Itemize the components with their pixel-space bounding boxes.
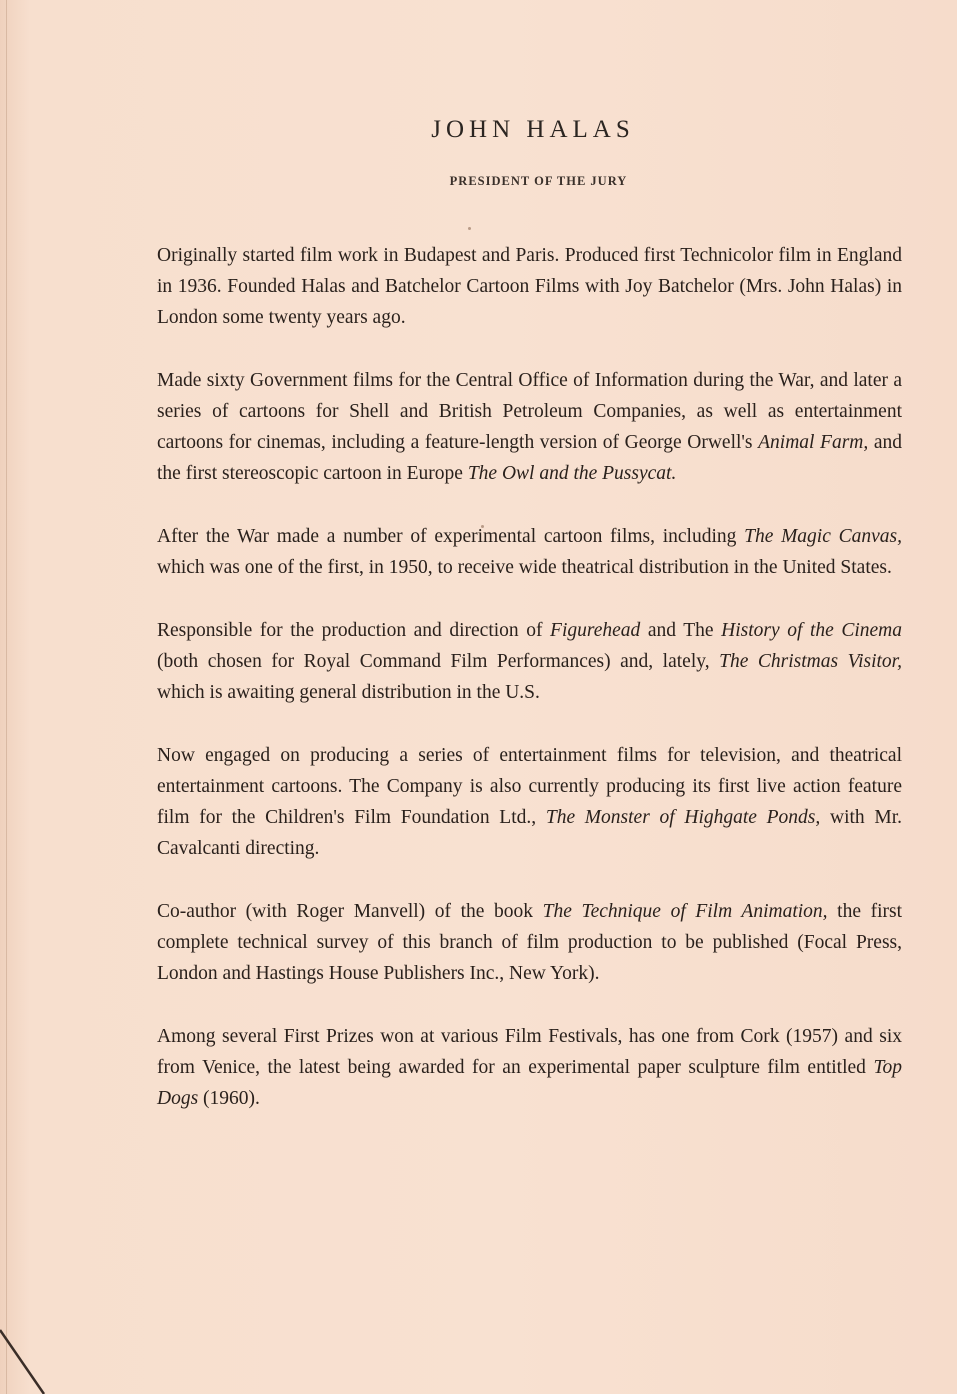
film-title: The Owl and the Pussycat. — [467, 463, 677, 484]
film-title: Top Dogs — [157, 1057, 902, 1109]
book-title: The Technique of Film Animation, — [542, 901, 828, 922]
paragraph-productions: Responsible for the production and direction of Figurehead and The History of the Cinema (both chosen for Royal Command Film Performances) and, lately, The Christmas Visitor, which is awaiting general distribution in the U.S. — [157, 620, 902, 703]
page-title: JOHN HALAS — [431, 116, 635, 143]
film-title: History of the Cinema — [721, 620, 902, 641]
folded-corner-mark — [0, 1300, 60, 1394]
speck-mark — [468, 227, 471, 230]
film-title: The Christmas Visitor, — [719, 651, 902, 672]
paragraph-early-career: Originally started film work in Budapest and Paris. Produced first Technicolor film in England in 1936. Founded Halas and Batchelor Cartoon Films with Joy Batchelor (Mrs. John Halas) in London some twenty years ago. — [157, 245, 902, 328]
paragraph-experimental-films: After the War made a number of experimental cartoon films, including The Magic Canvas, which was one of the first, in 1950, to receive wide theatrical distribution in the United States. — [157, 526, 902, 578]
paragraph-prizes: Among several First Prizes won at various Film Festivals, has one from Cork (1957) and six from Venice, the latest being awarded for an experimental paper sculpture film entitled Top Dogs (1960). — [157, 1026, 902, 1109]
film-title: The Monster of Highgate Ponds, — [545, 807, 821, 828]
page-edge — [6, 0, 7, 1394]
paragraph-book: Co-author (with Roger Manvell) of the book The Technique of Film Animation, the first complete technical survey of this branch of film production to be published (Focal Press, London and Hastings House Publishers Inc., New York). — [157, 901, 902, 984]
paragraph-government-films: Made sixty Government films for the Central Office of Information during the War, and later a series of cartoons for Shell and British Petroleum Companies, as well as entertainment cartoons for cinemas, including a feature-length version of George Orwell's Animal Farm, and the first stereoscopic cartoon in Europe The Owl and the Pussycat. — [157, 370, 902, 484]
biography-text — [157, 240, 902, 1114]
film-title: Animal Farm, — [758, 432, 869, 453]
page-subtitle: PRESIDENT OF THE JURY — [449, 174, 628, 188]
film-title: Figurehead — [550, 620, 641, 641]
paragraph-current-work: Now engaged on producing a series of entertainment films for television, and theatrical entertainment cartoons. The Company is also currently producing its first live action feature film for the Children's Film Foundation Ltd., The Monster of Highgate Ponds, with Mr. Cavalcanti directing. — [157, 745, 902, 859]
film-title: The Magic Canvas, — [744, 526, 902, 547]
